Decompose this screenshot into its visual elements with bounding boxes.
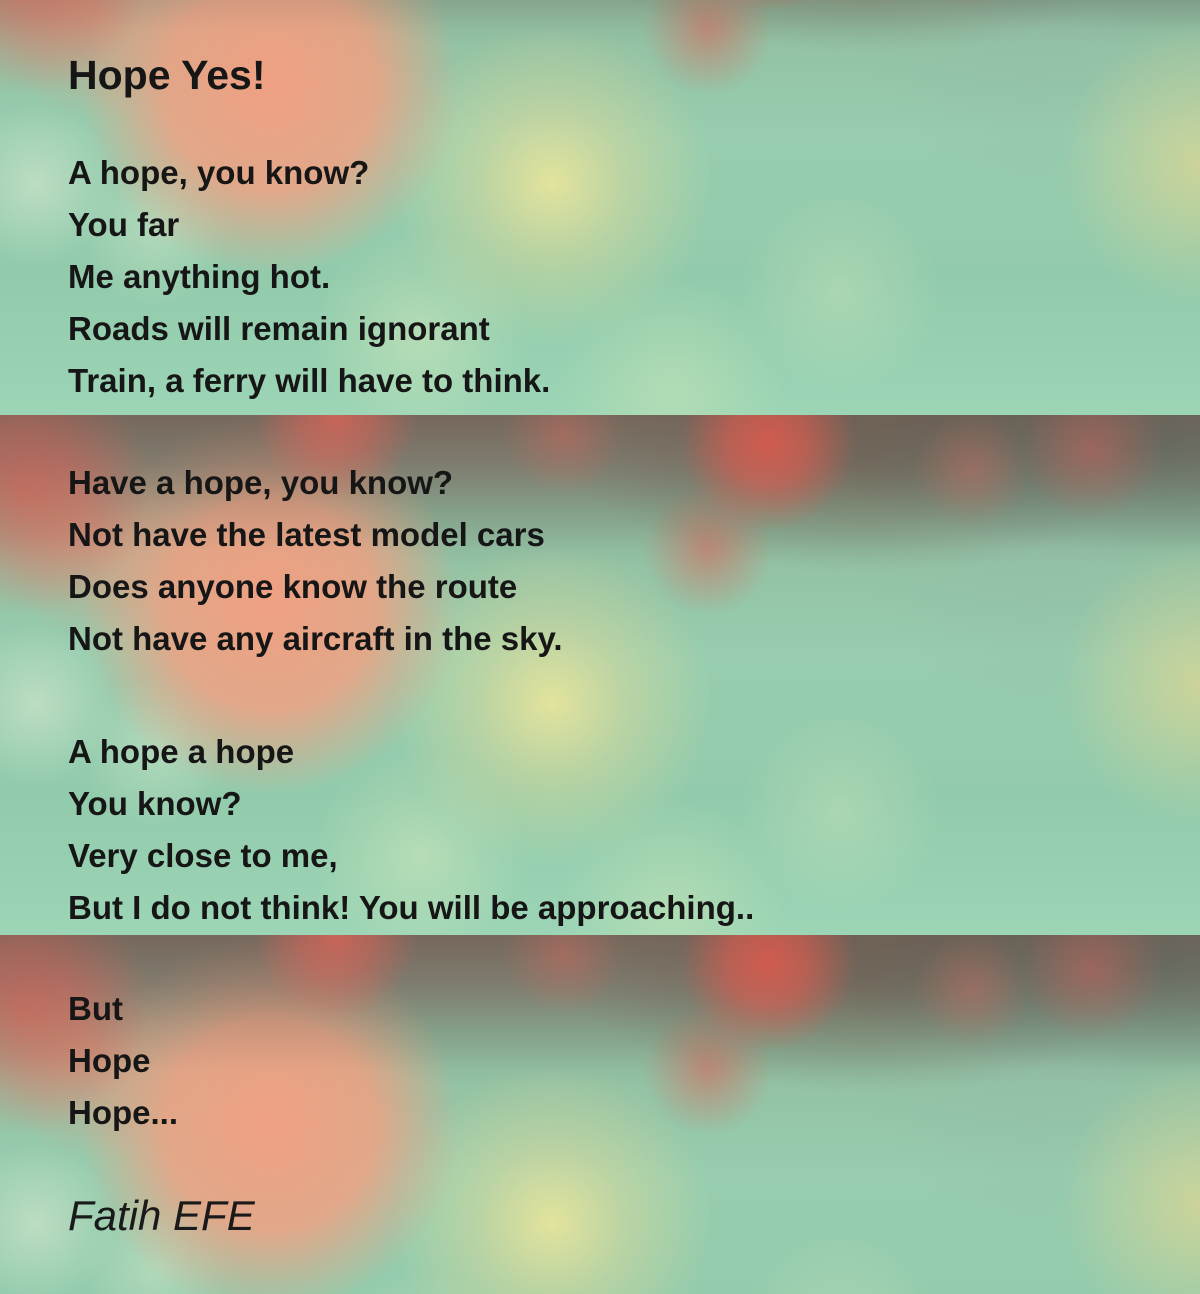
poem-line: Roads will remain ignorant bbox=[68, 310, 490, 347]
poem-title: Hope Yes! bbox=[68, 52, 266, 98]
poem-line: Not have the latest model cars bbox=[68, 516, 545, 553]
stanza-2 bbox=[68, 457, 563, 665]
poem-line: A hope a hope bbox=[68, 733, 295, 770]
poem-line: Very close to me, bbox=[68, 837, 338, 874]
poem-line: You far bbox=[68, 206, 180, 243]
poem-line: But bbox=[68, 990, 123, 1027]
poem-line: Have a hope, you know? bbox=[68, 464, 454, 501]
poem-line: A hope, you know? bbox=[68, 154, 370, 191]
poem-line: Train, a ferry will have to think. bbox=[68, 362, 551, 399]
stanza-4 bbox=[68, 983, 178, 1139]
stanza-1 bbox=[68, 147, 550, 407]
poem-line: Hope... bbox=[68, 1094, 179, 1131]
poem-line: Hope bbox=[68, 1042, 151, 1079]
stanza-3 bbox=[68, 726, 754, 934]
poem-line: Does anyone know the route bbox=[68, 568, 518, 605]
poem-line: Me anything hot. bbox=[68, 258, 331, 295]
poet-signature: Fatih EFE bbox=[68, 1192, 255, 1239]
poem-line: You know? bbox=[68, 785, 242, 822]
poem-line: But I do not think! You will be approaching.. bbox=[68, 889, 755, 926]
poem-line: Not have any aircraft in the sky. bbox=[68, 620, 563, 657]
